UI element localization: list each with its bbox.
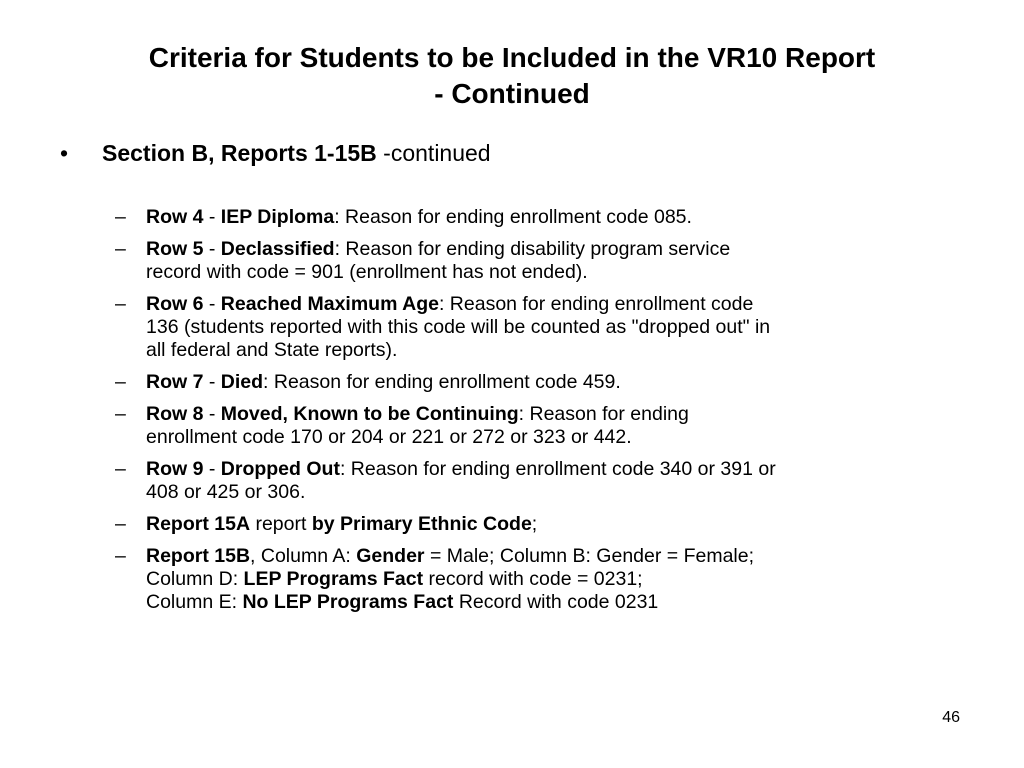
text-segment: = Male; Column B: Gender = Female;: [424, 545, 755, 567]
bold-text-segment: Row 4: [146, 206, 204, 228]
dash-marker: –: [115, 206, 126, 228]
sub-bullet-line: [146, 481, 995, 504]
bold-text-segment: No LEP Programs Fact: [242, 591, 454, 613]
slide-title: [40, 40, 984, 112]
slide-title-line-2: - Continued: [434, 78, 590, 109]
dash-marker: –: [115, 293, 126, 315]
sub-bullet-item: [115, 371, 995, 394]
text-segment: 408 or 425 or 306.: [146, 481, 306, 503]
text-segment: , Column A:: [250, 545, 357, 567]
sub-bullet-item: [115, 458, 995, 504]
sub-bullet-line: [146, 403, 995, 426]
sub-bullet-item: [115, 238, 995, 284]
text-segment: : Reason for ending: [518, 403, 689, 425]
sub-bullet-line: [146, 339, 995, 362]
text-segment: : Reason for ending enrollment code 459.: [263, 371, 621, 393]
text-segment: -: [203, 371, 221, 393]
bold-text-segment: IEP Diploma: [220, 206, 335, 228]
text-segment: : Reason for ending enrollment code 085.: [334, 206, 692, 228]
sub-bullet-line: [146, 316, 995, 339]
sub-bullet-line: [146, 568, 995, 591]
text-segment: 136 (students reported with this code will be counted as "dropped out" in: [146, 316, 771, 338]
text-segment: ;: [531, 513, 538, 535]
page-number: 46: [942, 709, 960, 726]
sub-bullet-line: [146, 458, 995, 481]
text-segment: Column E:: [146, 591, 243, 613]
sub-bullet-line: [146, 238, 995, 261]
text-segment: -: [203, 238, 221, 260]
bold-text-segment: Moved, Known to be Continuing: [220, 403, 519, 425]
dash-marker: –: [115, 458, 126, 480]
bold-text-segment: Report 15B: [146, 545, 251, 567]
text-segment: Record with code 0231: [453, 591, 659, 613]
sub-bullet-line: [146, 261, 995, 284]
slide-title-line-1: Criteria for Students to be Included in the VR10 Report: [148, 42, 876, 73]
text-segment: record with code = 901 (enrollment has not ended).: [146, 261, 588, 283]
dash-marker: –: [115, 403, 126, 425]
bold-text-segment: Died: [220, 371, 264, 393]
bullet-rest-text: -continued: [376, 140, 491, 166]
sub-bullet-item: [115, 206, 995, 229]
sub-bullet-line: [146, 513, 995, 536]
sub-bullet-item: [115, 293, 995, 362]
sub-bullet-line: [146, 591, 995, 614]
bold-text-segment: Dropped Out: [220, 458, 340, 480]
text-segment: : Reason for ending enrollment code 340 or 391 or: [339, 458, 776, 480]
text-segment: -: [203, 458, 221, 480]
bullet-marker: •: [60, 140, 69, 166]
sub-bullet-line: [146, 545, 995, 568]
dash-marker: –: [115, 371, 126, 393]
text-segment: all federal and State reports).: [146, 339, 398, 361]
sub-bullet-line: [146, 293, 995, 316]
sub-bullet-line: [146, 206, 995, 229]
bold-text-segment: Reached Maximum Age: [220, 293, 439, 315]
bold-text-segment: Row 9: [146, 458, 204, 480]
bold-text-segment: Declassified: [220, 238, 335, 260]
bold-text-segment: Report 15A: [146, 513, 251, 535]
text-segment: -: [203, 206, 221, 228]
bold-text-segment: Gender: [356, 545, 425, 567]
dash-marker: –: [115, 238, 126, 260]
bold-text-segment: Row 7: [146, 371, 204, 393]
text-segment: -: [203, 293, 221, 315]
dash-marker: –: [115, 513, 126, 535]
bold-text-segment: Row 6: [146, 293, 204, 315]
bullet-text: [102, 138, 491, 168]
text-segment: -: [203, 403, 221, 425]
text-segment: report: [250, 513, 312, 535]
text-segment: : Reason for ending enrollment code: [438, 293, 754, 315]
bold-text-segment: Row 5: [146, 238, 204, 260]
bold-text-segment: by Primary Ethnic Code: [311, 513, 532, 535]
sub-bullet-line: [146, 426, 995, 449]
text-segment: : Reason for ending disability program service: [334, 238, 731, 260]
dash-marker: –: [115, 545, 126, 567]
sub-bullet-item: [115, 513, 995, 536]
bold-text-segment: LEP Programs Fact: [243, 568, 424, 590]
text-segment: record with code = 0231;: [423, 568, 643, 590]
text-segment: enrollment code 170 or 204 or 221 or 272 or 323 or 442.: [146, 426, 632, 448]
bullet-bold-text: Section B, Reports 1-15B: [102, 140, 377, 166]
text-segment: Column D:: [146, 568, 244, 590]
sub-bullet-item: [115, 545, 995, 614]
sub-bullet-item: [115, 403, 995, 449]
bold-text-segment: Row 8: [146, 403, 204, 425]
sub-bullet-line: [146, 371, 995, 394]
sub-bullet-list: [115, 206, 995, 623]
